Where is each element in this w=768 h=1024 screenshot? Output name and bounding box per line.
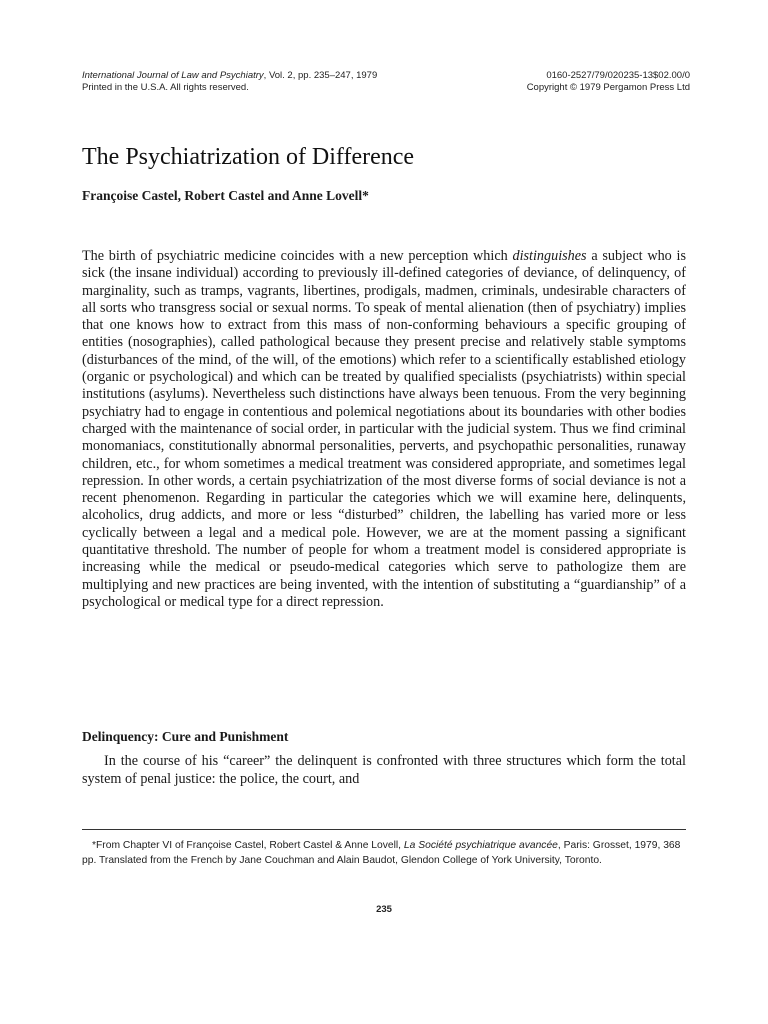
article-code: 0160-2527/79/020235-13$02.00/0 <box>546 70 690 81</box>
running-header <box>82 70 690 94</box>
footnote-divider <box>82 829 686 830</box>
footnote-book-title: La Société psychiatrique avancée <box>403 840 558 851</box>
page-number: 235 <box>376 904 392 915</box>
intro-text-italic: distinguishes <box>512 248 587 264</box>
footnote <box>82 838 688 868</box>
journal-details: , Vol. 2, pp. 235–247, 1979 <box>263 70 378 81</box>
header-row-1 <box>82 70 690 82</box>
journal-citation <box>82 70 377 82</box>
printed-notice: Printed in the U.S.A. All rights reserved. <box>82 82 249 93</box>
article-title: The Psychiatrization of Difference <box>82 144 415 170</box>
copyright-notice: Copyright © 1979 Pergamon Press Ltd <box>526 82 690 93</box>
footnote-rest: , Paris: Grosset, 1979, 368 pp. Translated from the French by Jane Couchman and Alain Baudot, Glendon College of York University, Toronto. <box>82 840 681 866</box>
footnote-prefix: *From Chapter VI of Françoise Castel, Robert Castel & Anne Lovell, <box>92 840 404 851</box>
article-authors: Françoise Castel, Robert Castel and Anne Lovell* <box>82 188 369 203</box>
header-row-2 <box>82 82 690 94</box>
intro-paragraph <box>82 248 686 611</box>
intro-text-rest: a subject who is sick (the insane individual) according to previously ill-defined categories of deviance, of delinquency, of marginality, such as tramps, vagrants, libertines, prodigals, madmen, criminals, undesirable characters of all sorts who transgress social or sexual norms. To speak of mental alienation (then of psychiatry) implies that one knows how to extract from this mass of non-conforming behaviours a specific grouping of entities (nosographies), called pathological because they present precise and relatively stable symptoms (disturbances of the mind, of the will, of the emotions) which refer to a scientifically established etiology (organic or psychological) and which can be treated by qualified specialists (psychiatrists) within special institutions (asylums). Nevertheless such distinctions have always been tenuous. From the very beginning psychiatry had to engage in contentious and polemical negotiations about its boundaries with other bodies charged with the maintenance of social order, in particular with the judicial system. Thus we find criminal monomaniacs, constitutionally abnormal personalities, perverts, and psychopathic personalities, runaway children, etc., for whom sometimes a medical treatment was considered appropriate, and sometimes legal repression. In other words, a certain psychiatrization of the most diverse forms of social deviance is not a recent phenomenon. Regarding in particular the categories which we will examine here, delinquents, alcoholics, drug addicts, and more or less “disturbed” children, the labelling has varied more or less cyclically between a legal and a medical pole. However, we are at the moment passing a significant quantitative threshold. The number of people for whom a treatment model is considered appropriate is increasing while the medical or pseudo-medical categories which serve to pathologize them are multiplying and new practices are being invented, with the intention of substituting a “guardianship” of a psychological or medical type for a direct repression. <box>82 248 686 610</box>
journal-name: International Journal of Law and Psychiatry <box>82 70 264 81</box>
section-heading: Delinquency: Cure and Punishment <box>82 729 289 744</box>
section-paragraph <box>82 752 686 788</box>
intro-text-start: The birth of psychiatric medicine coincides with a new perception which <box>82 248 513 264</box>
section-text: In the course of his “career” the delinquent is confronted with three structures which form the total system of penal justice: the police, the court, and <box>82 753 686 787</box>
